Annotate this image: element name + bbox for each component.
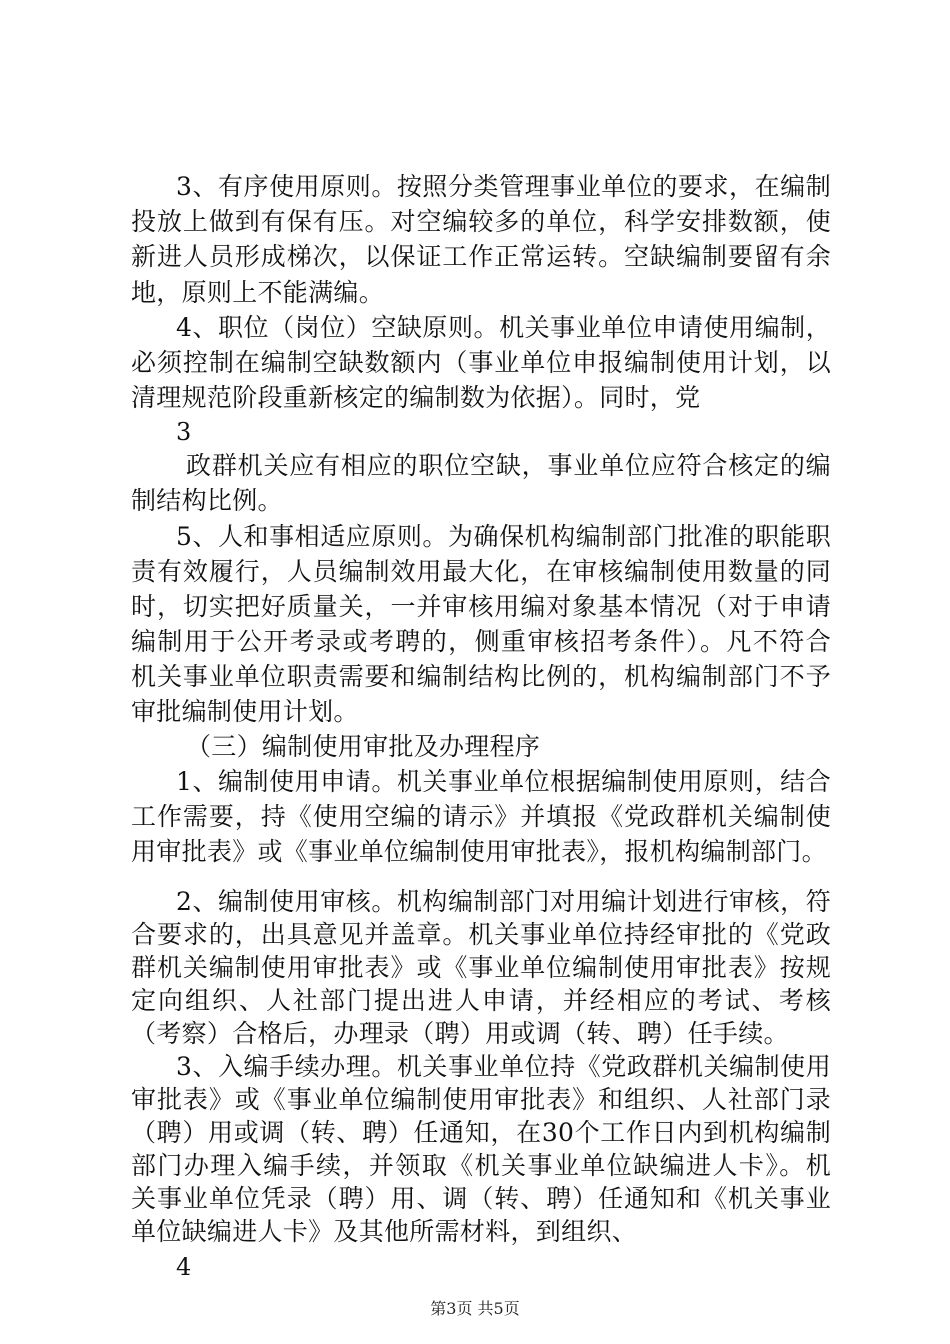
p7-line-1: 3、入编手续办理。机关事业单位持《党政群机关编制使用 <box>176 1052 831 1081</box>
p5-line-1: 1、编制使用申请。机关事业单位根据编制使用原则，结合 <box>176 767 831 796</box>
p2-line-1: 4、职位（岗位）空缺原则。机关事业单位申请使用编制， <box>176 313 831 342</box>
p2-line-3: 清理规范阶段重新核定的编制数为依据）。同时，党 <box>131 383 701 412</box>
p7-line-4: 部门办理入编手续，并领取《机关事业单位缺编进人卡》。机 <box>131 1151 831 1180</box>
p4-line-6: 审批编制使用计划。 <box>131 697 359 726</box>
p7-line-6: 单位缺编进人卡》及其他所需材料，到组织、 <box>131 1217 638 1246</box>
page-footer: 第3页 共5页 <box>430 1299 520 1318</box>
p1-line-1: 3、有序使用原则。按照分类管理事业单位的要求，在编制 <box>176 172 831 201</box>
p6-line-2: 合要求的，出具意见并盖章。机关事业单位持经审批的《党政 <box>131 920 831 949</box>
p2-line-2: 必须控制在编制空缺数额内（事业单位申报编制使用计划，以 <box>131 348 831 377</box>
p7-line-2: 审批表》或《事业单位编制使用审批表》和组织、人社部门录 <box>131 1085 831 1114</box>
p4-line-2: 责有效履行，人员编制效用最大化，在审核编制使用数量的同 <box>131 557 831 586</box>
page-marker-3: 3 <box>176 418 192 446</box>
p6-line-5: （考察）合格后，办理录（聘）用或调（转、聘）任手续。 <box>131 1019 789 1048</box>
p5-line-2: 工作需要，持《使用空编的请示》并填报《党政群机关编制使 <box>131 802 831 831</box>
p6-line-3: 群机关编制使用审批表》或《事业单位编制使用审批表》按规 <box>131 953 831 982</box>
p4-line-3: 时，切实把好质量关，一并审核用编对象基本情况（对于申请 <box>131 592 831 621</box>
p3-line-1: 政群机关应有相应的职位空缺，事业单位应符合核定的编 <box>186 451 831 480</box>
p1-line-4: 地，原则上不能满编。 <box>131 278 385 307</box>
page-marker-4: 4 <box>176 1253 192 1281</box>
p5-line-3: 用审批表》或《事业单位编制使用审批表》，报机构编制部门。 <box>131 837 827 866</box>
p6-line-4: 定向组织、人社部门提出进人申请，并经相应的考试、考核 <box>131 986 831 1015</box>
p1-line-2: 投放上做到有保有压。对空编较多的单位，科学安排数额，使 <box>131 207 831 236</box>
p4-line-5: 机关事业单位职责需要和编制结构比例的，机构编制部门不予 <box>131 662 831 691</box>
p7-line-3: （聘）用或调（转、聘）任通知，在30个工作日内到机构编制 <box>131 1118 831 1147</box>
p1-line-3: 新进人员形成梯次，以保证工作正常运转。空缺编制要留有余 <box>131 242 831 271</box>
p4-line-4: 编制用于公开考录或考聘的，侧重审核招考条件）。凡不符合 <box>131 627 831 656</box>
p3-line-2: 制结构比例。 <box>131 486 283 515</box>
p6-line-1: 2、编制使用审核。机构编制部门对用编计划进行审核，符 <box>176 887 831 916</box>
p7-line-5: 关事业单位凭录（聘）用、调（转、聘）任通知和《机关事业 <box>131 1184 831 1213</box>
p4-line-1: 5、人和事相适应原则。为确保机构编制部门批准的职能职 <box>176 522 831 551</box>
section-heading: （三）编制使用审批及办理程序 <box>186 732 541 761</box>
